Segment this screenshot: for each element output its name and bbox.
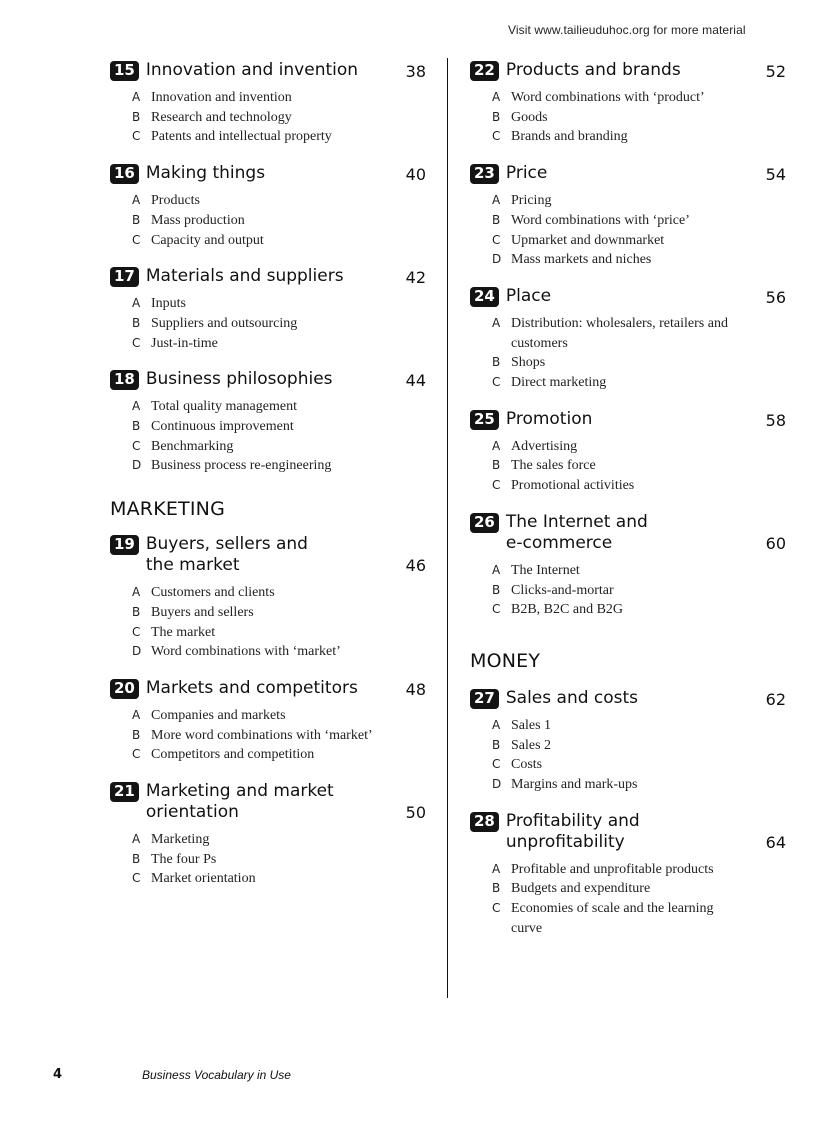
unit-number-badge: 18 <box>110 370 139 390</box>
item-letter: A <box>492 717 501 732</box>
unit-title: Markets and competitors <box>145 677 358 698</box>
list-item <box>132 706 426 726</box>
list-item <box>492 561 786 581</box>
unit-18-items <box>132 397 426 476</box>
list-item <box>492 736 786 756</box>
item-text: Word combinations with ‘product’ <box>511 90 705 105</box>
item-text: Innovation and invention <box>151 90 292 105</box>
item-text: Products <box>151 193 200 209</box>
list-item <box>492 250 786 270</box>
item-letter: A <box>132 707 141 722</box>
item-letter: D <box>132 458 142 473</box>
unit-page-number: 54 <box>765 165 786 185</box>
item-letter: B <box>492 212 501 227</box>
item-letter: A <box>132 296 141 311</box>
item-text: Advertising <box>511 438 578 454</box>
unit-27-items <box>492 716 786 795</box>
unit-page-number: 64 <box>765 832 786 852</box>
unit-23-items <box>492 191 786 270</box>
unit-22-heading[interactable] <box>470 60 786 81</box>
unit-title: Price <box>505 163 548 184</box>
item-letter: A <box>492 90 501 104</box>
item-text: Capacity and output <box>151 232 264 248</box>
list-item <box>492 456 786 476</box>
item-text: Competitors and competition <box>151 747 315 763</box>
unit-19-items <box>132 583 426 662</box>
unit-title: Making things <box>145 163 266 184</box>
unit-page-number: 50 <box>405 803 426 823</box>
item-text: The four Ps <box>151 851 217 867</box>
item-text: Marketing <box>151 832 210 848</box>
item-letter: C <box>492 375 501 390</box>
unit-page-number: 58 <box>765 410 786 430</box>
item-letter: D <box>132 644 142 659</box>
unit-title-line: e-commerce <box>505 532 613 553</box>
unit-19 <box>110 534 426 662</box>
unit-21 <box>110 781 426 889</box>
unit-page-number: 46 <box>405 556 426 576</box>
item-text: Word combinations with ‘price’ <box>511 212 690 228</box>
item-letter: A <box>492 861 501 876</box>
item-letter: B <box>132 851 141 866</box>
item-text: Just-in-time <box>151 335 218 351</box>
item-text: Shops <box>511 355 546 371</box>
item-text: Costs <box>511 757 543 773</box>
item-letter: B <box>492 881 501 896</box>
item-letter: A <box>132 90 141 104</box>
item-text: Benchmarking <box>151 438 234 454</box>
unit-20 <box>110 678 426 765</box>
unit-number-badge: 17 <box>110 267 139 287</box>
unit-number-badge: 19 <box>110 535 139 555</box>
unit-title: Products and brands <box>505 60 681 80</box>
unit-28-heading[interactable] <box>470 811 786 853</box>
list-item <box>492 88 786 108</box>
item-text: Brands and branding <box>511 129 628 145</box>
unit-title: Materials and suppliers <box>145 266 344 287</box>
item-letter: C <box>132 624 141 639</box>
unit-18 <box>110 369 426 476</box>
item-text: The sales force <box>511 458 596 474</box>
unit-page-number: 44 <box>405 371 426 391</box>
unit-16 <box>110 163 426 250</box>
unit-title: Sales and costs <box>505 687 639 708</box>
item-letter: A <box>492 562 501 577</box>
item-letter: A <box>132 832 141 847</box>
unit-19-heading[interactable] <box>110 534 426 576</box>
item-letter: A <box>132 585 141 600</box>
unit-24-items <box>492 314 786 393</box>
unit-15 <box>110 60 426 147</box>
item-letter: B <box>132 604 141 619</box>
list-item <box>132 191 426 211</box>
list-item <box>492 860 786 880</box>
item-letter: C <box>492 757 501 772</box>
item-text: Margins and mark-ups <box>511 777 638 793</box>
item-text: Budgets and expenditure <box>511 881 651 897</box>
unit-title-line: the market <box>145 555 240 576</box>
item-text: Goods <box>511 109 548 125</box>
list-item <box>492 775 786 795</box>
list-item <box>132 397 426 417</box>
list-item <box>132 603 426 623</box>
item-text: Business process re-engineering <box>151 458 332 474</box>
unit-title-line: orientation <box>145 802 239 823</box>
list-item <box>492 191 786 211</box>
unit-16-heading[interactable] <box>110 163 426 184</box>
item-letter: D <box>492 252 502 267</box>
list-item <box>492 716 786 736</box>
left-column <box>110 60 426 889</box>
item-letter: B <box>492 355 501 370</box>
list-item <box>492 127 786 147</box>
unit-25 <box>470 409 786 496</box>
list-item <box>132 830 426 850</box>
unit-number-badge: 23 <box>470 164 499 184</box>
unit-15-heading[interactable] <box>110 60 426 81</box>
list-item <box>492 231 786 251</box>
list-item <box>492 581 786 601</box>
unit-20-heading[interactable] <box>110 678 426 699</box>
item-text: Sales 1 <box>511 717 552 733</box>
item-text: Suppliers and outsourcing <box>151 315 298 331</box>
item-letter: C <box>132 747 141 762</box>
item-text: Pricing <box>511 193 552 209</box>
unit-page-number: 42 <box>405 268 426 288</box>
item-letter: B <box>492 737 501 752</box>
list-item <box>132 417 426 437</box>
unit-22-items <box>492 88 786 147</box>
item-letter: C <box>492 901 501 916</box>
item-text: Buyers and sellers <box>151 604 254 620</box>
item-text: Economies of scale and the learning curve <box>511 901 714 936</box>
unit-title-line: Profitability and <box>505 810 640 831</box>
list-item <box>492 899 786 938</box>
unit-23-heading[interactable] <box>470 163 786 184</box>
unit-26-heading[interactable] <box>470 512 786 554</box>
list-item <box>492 211 786 231</box>
item-text: The Internet <box>511 562 580 578</box>
unit-22 <box>470 60 786 147</box>
item-letter: C <box>132 438 141 453</box>
unit-page-number: 52 <box>765 62 786 81</box>
unit-title: Promotion <box>505 408 593 429</box>
list-item <box>132 850 426 870</box>
item-letter: A <box>492 315 501 330</box>
item-letter: C <box>492 478 501 493</box>
unit-17 <box>110 266 426 353</box>
item-text: Upmarket and downmarket <box>511 232 665 248</box>
list-item <box>132 334 426 354</box>
list-item <box>132 583 426 603</box>
item-text: Direct marketing <box>511 375 607 391</box>
unit-title <box>146 781 334 823</box>
unit-number-badge: 24 <box>470 287 499 307</box>
item-letter: B <box>132 315 141 330</box>
list-item <box>132 127 426 147</box>
item-text: Research and technology <box>151 109 292 125</box>
unit-title <box>146 534 308 576</box>
item-text: Mass production <box>151 212 245 228</box>
unit-25-items <box>492 437 786 496</box>
item-letter: B <box>132 419 141 434</box>
item-text: Word combinations with ‘market’ <box>151 644 341 660</box>
list-item <box>132 456 426 476</box>
item-letter: C <box>492 602 501 617</box>
item-text: Continuous improvement <box>151 419 294 435</box>
list-item <box>132 726 426 746</box>
unit-title <box>506 512 648 554</box>
list-item <box>492 314 786 353</box>
item-text: Distribution: wholesalers, retailers and customers <box>511 315 728 351</box>
item-text: Patents and intellectual property <box>151 129 332 145</box>
unit-number-badge: 16 <box>110 164 139 184</box>
item-letter: A <box>132 399 141 414</box>
item-text: Market orientation <box>151 871 256 887</box>
unit-title: Place <box>505 285 552 306</box>
item-text: Inputs <box>151 296 186 312</box>
item-letter: B <box>492 458 501 473</box>
list-item <box>132 642 426 662</box>
unit-title-line: Marketing and market <box>145 781 334 802</box>
column-divider <box>447 58 448 998</box>
list-item <box>492 600 786 620</box>
list-item <box>132 294 426 314</box>
item-letter: C <box>492 129 501 144</box>
list-item <box>492 755 786 775</box>
unit-number-badge: 27 <box>470 689 499 709</box>
unit-number-badge: 21 <box>110 782 139 802</box>
unit-page-number: 56 <box>765 287 786 307</box>
list-item <box>492 108 786 128</box>
item-letter: C <box>492 232 501 247</box>
list-item <box>132 623 426 643</box>
unit-27-heading[interactable] <box>470 688 786 709</box>
unit-26-items <box>492 561 786 620</box>
unit-24-heading[interactable] <box>470 286 786 307</box>
item-text: Clicks-and-mortar <box>511 582 614 598</box>
item-text: Mass markets and niches <box>511 252 652 268</box>
unit-number-badge: 25 <box>470 410 499 430</box>
item-letter: B <box>492 582 501 597</box>
unit-17-items <box>132 294 426 353</box>
unit-page-number: 38 <box>405 62 426 81</box>
unit-page-number: 40 <box>405 165 426 185</box>
item-text: Sales 2 <box>511 737 552 753</box>
unit-21-heading[interactable] <box>110 781 426 823</box>
item-letter: D <box>492 777 502 792</box>
list-item <box>132 314 426 334</box>
list-item <box>132 437 426 457</box>
section-heading-marketing: MARKETING <box>110 498 226 521</box>
unit-number-badge: 15 <box>110 61 139 81</box>
unit-number-badge: 22 <box>470 61 499 81</box>
item-letter: C <box>132 129 141 144</box>
unit-18-heading[interactable] <box>110 369 426 390</box>
unit-17-heading[interactable] <box>110 266 426 287</box>
unit-title: Innovation and invention <box>145 60 359 80</box>
unit-28-items <box>492 860 786 939</box>
section-heading-money: MONEY <box>470 649 541 672</box>
item-letter: A <box>492 438 501 453</box>
unit-page-number: 48 <box>405 679 426 699</box>
item-text: Profitable and unprofitable products <box>511 861 714 877</box>
list-item <box>492 353 786 373</box>
unit-number-badge: 26 <box>470 513 499 533</box>
right-column <box>470 60 786 939</box>
unit-25-heading[interactable] <box>470 409 786 430</box>
list-item <box>132 869 426 889</box>
watermark-text: Visit www.tailieuduhoc.org for more material <box>508 23 746 37</box>
page-number: 4 <box>53 1067 63 1082</box>
item-letter: B <box>492 109 501 124</box>
book-title: Business Vocabulary in Use <box>142 1068 291 1082</box>
list-item <box>132 231 426 251</box>
item-text: Customers and clients <box>151 585 275 601</box>
list-item <box>492 476 786 496</box>
unit-21-items <box>132 830 426 889</box>
unit-15-items <box>132 88 426 147</box>
list-item <box>132 88 426 108</box>
item-text: More word combinations with ‘market’ <box>151 727 373 743</box>
unit-20-items <box>132 706 426 765</box>
list-item <box>492 879 786 899</box>
list-item <box>132 745 426 765</box>
unit-23 <box>470 163 786 270</box>
item-letter: C <box>132 335 141 350</box>
item-text: Companies and markets <box>151 707 286 723</box>
unit-title-line: unprofitability <box>505 831 625 852</box>
unit-page-number: 60 <box>765 533 786 553</box>
unit-27 <box>470 688 786 795</box>
list-item <box>132 108 426 128</box>
unit-title-line: The Internet and <box>505 511 648 532</box>
unit-16-items <box>132 191 426 250</box>
item-text: The market <box>151 624 216 640</box>
item-text: Total quality management <box>151 399 297 415</box>
item-letter: C <box>132 232 141 247</box>
unit-24 <box>470 286 786 393</box>
unit-title-line: Buyers, sellers and <box>145 534 308 555</box>
item-text: Promotional activities <box>511 478 635 494</box>
unit-26 <box>470 512 786 620</box>
item-letter: B <box>132 109 141 124</box>
list-item <box>492 373 786 393</box>
unit-number-badge: 28 <box>470 812 499 832</box>
unit-28 <box>470 811 786 939</box>
unit-number-badge: 20 <box>110 679 139 699</box>
item-letter: C <box>132 871 141 886</box>
item-letter: A <box>132 193 141 208</box>
item-letter: B <box>132 212 141 227</box>
unit-title <box>506 811 640 853</box>
item-text: B2B, B2C and B2G <box>511 602 624 618</box>
item-letter: B <box>132 727 141 742</box>
list-item <box>492 437 786 457</box>
list-item <box>132 211 426 231</box>
unit-page-number: 62 <box>765 689 786 709</box>
item-letter: A <box>492 193 501 208</box>
unit-title: Business philosophies <box>145 369 333 390</box>
